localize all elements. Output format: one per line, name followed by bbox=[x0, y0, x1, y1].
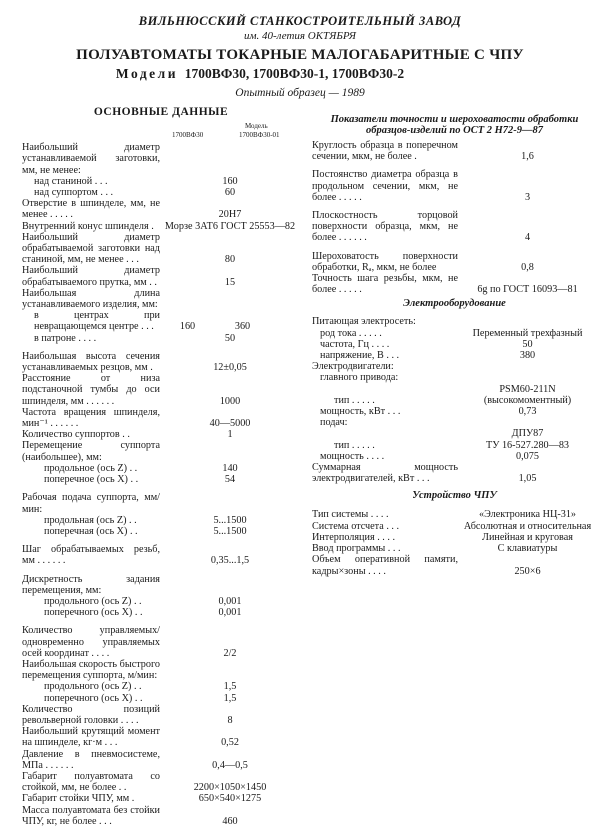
spec-row bbox=[22, 310, 300, 332]
spec-label: Плоскостность торцовой поверхности образца, мкм, не более . . . . . . bbox=[312, 210, 458, 244]
spec-value-text: 1,6 bbox=[521, 151, 534, 163]
spec-value-2: 360 bbox=[234, 321, 251, 333]
spec-row bbox=[22, 596, 300, 607]
spec-row bbox=[312, 251, 597, 273]
spec-row bbox=[312, 554, 597, 576]
spec-label: в патроне . . . . bbox=[34, 332, 97, 344]
spec-label: над суппортом . . . bbox=[34, 187, 114, 199]
spec-row bbox=[22, 544, 300, 566]
spec-row bbox=[312, 328, 597, 339]
model-col-2: 1700ВФ30-01 bbox=[239, 131, 280, 140]
spec-row bbox=[22, 429, 300, 440]
spec-values bbox=[160, 321, 300, 332]
spec-row bbox=[22, 749, 300, 771]
spec-value bbox=[458, 406, 597, 417]
spec-row bbox=[22, 176, 300, 187]
spec-value-text: 0,35...1,5 bbox=[210, 555, 250, 567]
spec-label: напряжение, В . . . bbox=[320, 350, 400, 362]
spec-value-text: Линейная и круговая bbox=[482, 531, 573, 543]
spec-label: Питающая электросеть: bbox=[312, 316, 416, 328]
spec-value bbox=[458, 384, 597, 406]
spec-label: Отверстие в шпинделе, мм, не менее . . . . . bbox=[22, 198, 160, 221]
spec-row bbox=[22, 373, 300, 407]
spec-value-text: 20Н7 bbox=[218, 209, 242, 221]
spec-value bbox=[458, 521, 597, 532]
spec-label: Количество управляемых/одновременно управляемых осей координат . . . . bbox=[22, 625, 160, 659]
models-line bbox=[0, 66, 560, 82]
spec-value bbox=[160, 607, 300, 618]
spec-row bbox=[22, 607, 300, 618]
spec-label: Габарит полуавтомата со стойкой, мм, не более . . bbox=[22, 770, 160, 794]
spec-value bbox=[160, 187, 300, 198]
spec-label: поперечная (ось X) . . bbox=[44, 525, 138, 537]
model-col-1: 1700ВФ30 bbox=[172, 131, 204, 140]
spec-label: продольного (ось Z) . . bbox=[44, 595, 142, 607]
spec-value bbox=[160, 176, 300, 187]
spec-label: Система отсчета . . . bbox=[312, 520, 400, 532]
spec-label: тип . . . . . bbox=[334, 394, 375, 406]
spec-value-text: 50 bbox=[522, 338, 533, 350]
factory-name: ВИЛЬНЮССКИЙ СТАНКОСТРОИТЕЛЬНЫЙ ЗАВОД bbox=[138, 14, 462, 28]
spec-label: Частота вращения шпинделя, мин⁻¹ . . . . . . bbox=[22, 406, 160, 430]
spec-label: Наибольший диаметр обрабатываемой заготовки над станиной, мм, не менее . . . bbox=[22, 231, 160, 266]
spec-value bbox=[160, 782, 300, 793]
spec-value-text: PSM60-211N bbox=[499, 383, 556, 395]
spec-row bbox=[22, 515, 300, 526]
spec-value bbox=[458, 284, 597, 295]
main-data-section bbox=[22, 107, 300, 827]
spec-value bbox=[458, 451, 597, 462]
spec-row bbox=[312, 361, 597, 372]
spec-value-text: 15 bbox=[224, 276, 236, 288]
spec-value bbox=[458, 328, 597, 339]
model-label: Модель bbox=[245, 122, 268, 131]
spec-row bbox=[312, 509, 597, 520]
spec-value bbox=[160, 760, 300, 771]
spec-value-text: ДПУ87 bbox=[511, 428, 544, 440]
electrical-title: Электрооборудование bbox=[403, 298, 506, 310]
model-header bbox=[22, 120, 300, 142]
spec-row bbox=[22, 625, 300, 659]
spec-value bbox=[160, 715, 300, 726]
spec-value-text: 5...1500 bbox=[213, 525, 247, 537]
spec-value bbox=[160, 526, 300, 537]
spec-row bbox=[22, 221, 300, 232]
spec-value-text: 5...1500 bbox=[213, 514, 247, 526]
spec-label: Круглость образца в поперечном сечении, мкм, не более . bbox=[312, 140, 458, 163]
spec-label: Шероховатость поверхности обработки, Rₐ, мкм, не более bbox=[312, 250, 458, 273]
spec-value-text: «Электроника НЦ-31» bbox=[478, 509, 577, 521]
spec-row bbox=[22, 351, 300, 373]
spec-label: Точность шага резьбы, мкм, не более . . . . . bbox=[312, 273, 458, 296]
spec-label: род тока . . . . . bbox=[320, 327, 382, 339]
spec-row bbox=[22, 681, 300, 692]
spec-row bbox=[312, 210, 597, 244]
spec-row bbox=[22, 805, 300, 827]
spec-label: Наибольший диаметр обрабатываемого прутка, мм . . bbox=[22, 265, 160, 288]
spec-value-text: 2/2 bbox=[223, 647, 237, 659]
spec-value-text: 1 bbox=[227, 429, 233, 441]
spec-value-text: Морзе 3АТ6 ГОСТ 25553—82 bbox=[164, 220, 296, 232]
spec-value-text: 1,05 bbox=[518, 473, 537, 485]
spec-value bbox=[160, 793, 300, 804]
spec-label: Интерполяция . . . . bbox=[312, 531, 396, 543]
spec-label: Расстояние от низа подстаночной тумбы до оси шпинделя, мм . . . . . . bbox=[22, 373, 160, 407]
spec-label: Наибольший крутящий момент на шпинделе, кг·м . . . bbox=[22, 726, 160, 749]
spec-value-text: 0,075 bbox=[516, 450, 539, 462]
spec-label: подач: bbox=[320, 417, 348, 429]
spec-label: Количество позиций револьверной головки . . . . bbox=[22, 703, 160, 726]
spec-value bbox=[160, 362, 300, 373]
spec-row bbox=[312, 339, 597, 350]
spec-value bbox=[458, 262, 597, 273]
spec-value bbox=[160, 429, 300, 440]
spec-row bbox=[22, 771, 300, 793]
spec-row bbox=[22, 463, 300, 474]
spec-value bbox=[458, 532, 597, 543]
spec-row bbox=[22, 198, 300, 220]
spec-row bbox=[22, 726, 300, 748]
spec-row bbox=[312, 406, 597, 417]
spec-value-text: 250×6 bbox=[514, 565, 541, 577]
spec-value-text: 1,5 bbox=[223, 681, 237, 693]
spec-row bbox=[22, 407, 300, 429]
spec-value bbox=[458, 350, 597, 361]
spec-value-text: 140 bbox=[222, 462, 238, 474]
spec-row bbox=[312, 417, 597, 428]
spec-label: в центрах при невращающемся центре . . . bbox=[34, 310, 160, 333]
spec-value bbox=[160, 209, 300, 220]
spec-value-text: 0,73 bbox=[518, 406, 537, 418]
spec-row bbox=[22, 265, 300, 287]
spec-label: Электродвигатели: bbox=[312, 361, 394, 373]
spec-value-text: 160 bbox=[222, 175, 238, 187]
spec-row bbox=[312, 140, 597, 162]
models-list: 1700ВФ30, 1700ВФ30-1, 1700ВФ30-2 bbox=[184, 66, 405, 81]
spec-value-extra: ТУ 16-527.280—83 bbox=[485, 439, 570, 451]
spec-value-text: 380 bbox=[519, 350, 536, 362]
spec-label: поперечного (ось X) . . bbox=[44, 607, 143, 619]
spec-value bbox=[160, 254, 300, 265]
spec-row bbox=[22, 187, 300, 198]
spec-label: Объем оперативной памяти, кадры×зоны . . . . bbox=[312, 554, 458, 577]
spec-value bbox=[458, 566, 597, 577]
spec-value-text: Абсолютная и относительная bbox=[463, 520, 592, 532]
spec-value bbox=[160, 816, 300, 827]
spec-label: Шаг обрабатываемых резьб, мм . . . . . . bbox=[22, 544, 160, 567]
spec-label: Габарит стойки ЧПУ, мм . bbox=[22, 793, 135, 805]
spec-row bbox=[312, 273, 597, 295]
spec-label: продольная (ось Z) . . bbox=[44, 514, 137, 526]
spec-label: главного привода: bbox=[320, 372, 399, 384]
spec-row bbox=[22, 474, 300, 485]
spec-label: Наибольший диаметр устанавливаемой заготовки, мм, не менее: bbox=[22, 142, 160, 176]
spec-value-text: 6g по ГОСТ 16093—81 bbox=[477, 284, 578, 296]
spec-label: Постоянство диаметра образца в продольном сечении, мкм, не более . . . . . bbox=[312, 169, 458, 203]
spec-value bbox=[160, 474, 300, 485]
spec-value-text: 0,4—0,5 bbox=[212, 759, 248, 771]
right-section bbox=[312, 114, 597, 577]
spec-row bbox=[312, 543, 597, 554]
spec-row bbox=[22, 793, 300, 804]
spec-label: Тип системы . . . . bbox=[312, 509, 389, 521]
spec-row bbox=[22, 704, 300, 726]
spec-label: мощность . . . . bbox=[320, 450, 385, 462]
spec-row bbox=[22, 693, 300, 704]
spec-label: тип . . . . . bbox=[334, 439, 375, 451]
spec-value bbox=[458, 543, 597, 554]
spec-label: поперечного (ось X) . . bbox=[44, 692, 143, 704]
spec-label: Количество суппортов . . bbox=[22, 429, 130, 441]
spec-value-text: 60 bbox=[224, 187, 236, 199]
spec-value-text: 0,8 bbox=[521, 261, 534, 273]
spec-label: Наибольшая высота сечения устанавливаемых резцов, мм . bbox=[22, 350, 160, 374]
spec-row bbox=[312, 169, 597, 203]
spec-value-text: 12±0,05 bbox=[213, 362, 247, 374]
spec-value bbox=[458, 192, 597, 203]
spec-value-text: С клавиатуры bbox=[497, 543, 558, 555]
spec-row bbox=[312, 372, 597, 383]
spec-label: Наибольшая скорость быстрого перемещения суппорта, м/мин: bbox=[22, 658, 160, 682]
spec-row bbox=[312, 384, 597, 406]
sample-line: Опытный образец — 1989 bbox=[235, 87, 365, 99]
spec-value bbox=[458, 339, 597, 350]
spec-value bbox=[160, 396, 300, 407]
cnc-title: Устройство ЧПУ bbox=[412, 490, 497, 502]
document-title: ПОЛУАВТОМАТЫ ТОКАРНЫЕ МАЛОГАБАРИТНЫЕ С ЧПУ bbox=[76, 47, 524, 63]
spec-label: мощность, кВт . . . bbox=[320, 406, 401, 418]
spec-value: 160 bbox=[179, 321, 196, 333]
spec-value bbox=[160, 463, 300, 474]
spec-row bbox=[22, 574, 300, 596]
spec-label: продольное (ось Z) . . bbox=[44, 462, 138, 474]
spec-value bbox=[458, 232, 597, 243]
spec-label: продольного (ось Z) . . bbox=[44, 681, 142, 693]
spec-value-text: 2200×1050×1450 bbox=[193, 782, 267, 794]
spec-row bbox=[22, 526, 300, 537]
spec-value-text: 0,001 bbox=[218, 595, 242, 607]
spec-label: Наибольшая длина устанавливаемого изделия, мм: bbox=[22, 287, 160, 311]
spec-row bbox=[22, 492, 300, 514]
spec-label: частота, Гц . . . . bbox=[320, 338, 390, 350]
spec-value bbox=[160, 681, 300, 692]
spec-value bbox=[458, 473, 597, 484]
spec-value-text: 0,52 bbox=[221, 737, 239, 749]
spec-row bbox=[312, 350, 597, 361]
spec-value bbox=[458, 428, 597, 450]
spec-value-text: 1000 bbox=[219, 395, 241, 407]
spec-row bbox=[22, 142, 300, 176]
spec-row bbox=[312, 428, 597, 450]
spec-value-text: 80 bbox=[224, 254, 236, 266]
spec-value-text: 0,001 bbox=[218, 607, 242, 619]
spec-value-text: 4 bbox=[524, 232, 531, 244]
models-word: Модели bbox=[115, 66, 179, 81]
spec-label: Давление в пневмосистеме, МПа . . . . . . bbox=[22, 748, 160, 771]
spec-value-text: Переменный трехфазный bbox=[472, 327, 583, 339]
spec-row bbox=[312, 532, 597, 543]
spec-row bbox=[312, 316, 597, 327]
spec-value bbox=[160, 693, 300, 704]
spec-label: Перемещение суппорта (наибольшее), мм: bbox=[22, 440, 160, 463]
spec-label: Рабочая подача суппорта, мм/мин: bbox=[22, 492, 160, 515]
spec-label: над станиной . . . bbox=[34, 175, 108, 187]
spec-value bbox=[160, 333, 300, 344]
spec-label: поперечное (ось X) . . bbox=[44, 474, 139, 486]
spec-value-text: 8 bbox=[227, 714, 233, 726]
spec-row bbox=[312, 462, 597, 484]
spec-value-text: 1,5 bbox=[223, 692, 237, 704]
spec-value-text: 54 bbox=[224, 474, 236, 486]
spec-label: Ввод программы . . . bbox=[312, 543, 401, 555]
spec-value-text: 460 bbox=[222, 815, 238, 827]
spec-value bbox=[160, 418, 300, 429]
spec-row bbox=[22, 659, 300, 681]
spec-row bbox=[312, 521, 597, 532]
spec-value bbox=[160, 221, 300, 232]
spec-row bbox=[22, 440, 300, 462]
spec-label: Суммарная мощность электродвигателей, кВт . . . bbox=[312, 462, 458, 485]
spec-value-text: 650×540×1275 bbox=[198, 793, 262, 805]
spec-value bbox=[160, 648, 300, 659]
spec-value-extra: (высокомоментный) bbox=[483, 394, 572, 406]
spec-value bbox=[458, 509, 597, 520]
factory-named: им. 40-летия ОКТЯБРЯ bbox=[244, 30, 356, 42]
spec-value bbox=[160, 555, 300, 566]
spec-value bbox=[160, 596, 300, 607]
main-data-title: ОСНОВНЫЕ ДАННЫЕ bbox=[93, 106, 229, 118]
spec-value bbox=[160, 277, 300, 288]
spec-value bbox=[160, 737, 300, 748]
spec-row bbox=[312, 451, 597, 462]
spec-label: Дискретность задания перемещения, мм: bbox=[22, 573, 160, 596]
spec-row bbox=[22, 333, 300, 344]
spec-row bbox=[22, 232, 300, 266]
spec-label: Внутренний конус шпинделя . bbox=[22, 220, 154, 232]
spec-row bbox=[22, 288, 300, 310]
spec-value-text: 50 bbox=[224, 332, 236, 344]
accuracy-title: Показатели точности и шероховатости обработки образцов-изделий по ОСТ 2 Н72-9—87 bbox=[330, 114, 579, 136]
spec-value-text: 3 bbox=[524, 191, 531, 203]
spec-value bbox=[458, 151, 597, 162]
spec-value bbox=[160, 515, 300, 526]
spec-label: Масса полуавтомата без стойки ЧПУ, кг, не более . . . bbox=[22, 804, 160, 827]
spec-value-text: 40—5000 bbox=[209, 418, 251, 430]
